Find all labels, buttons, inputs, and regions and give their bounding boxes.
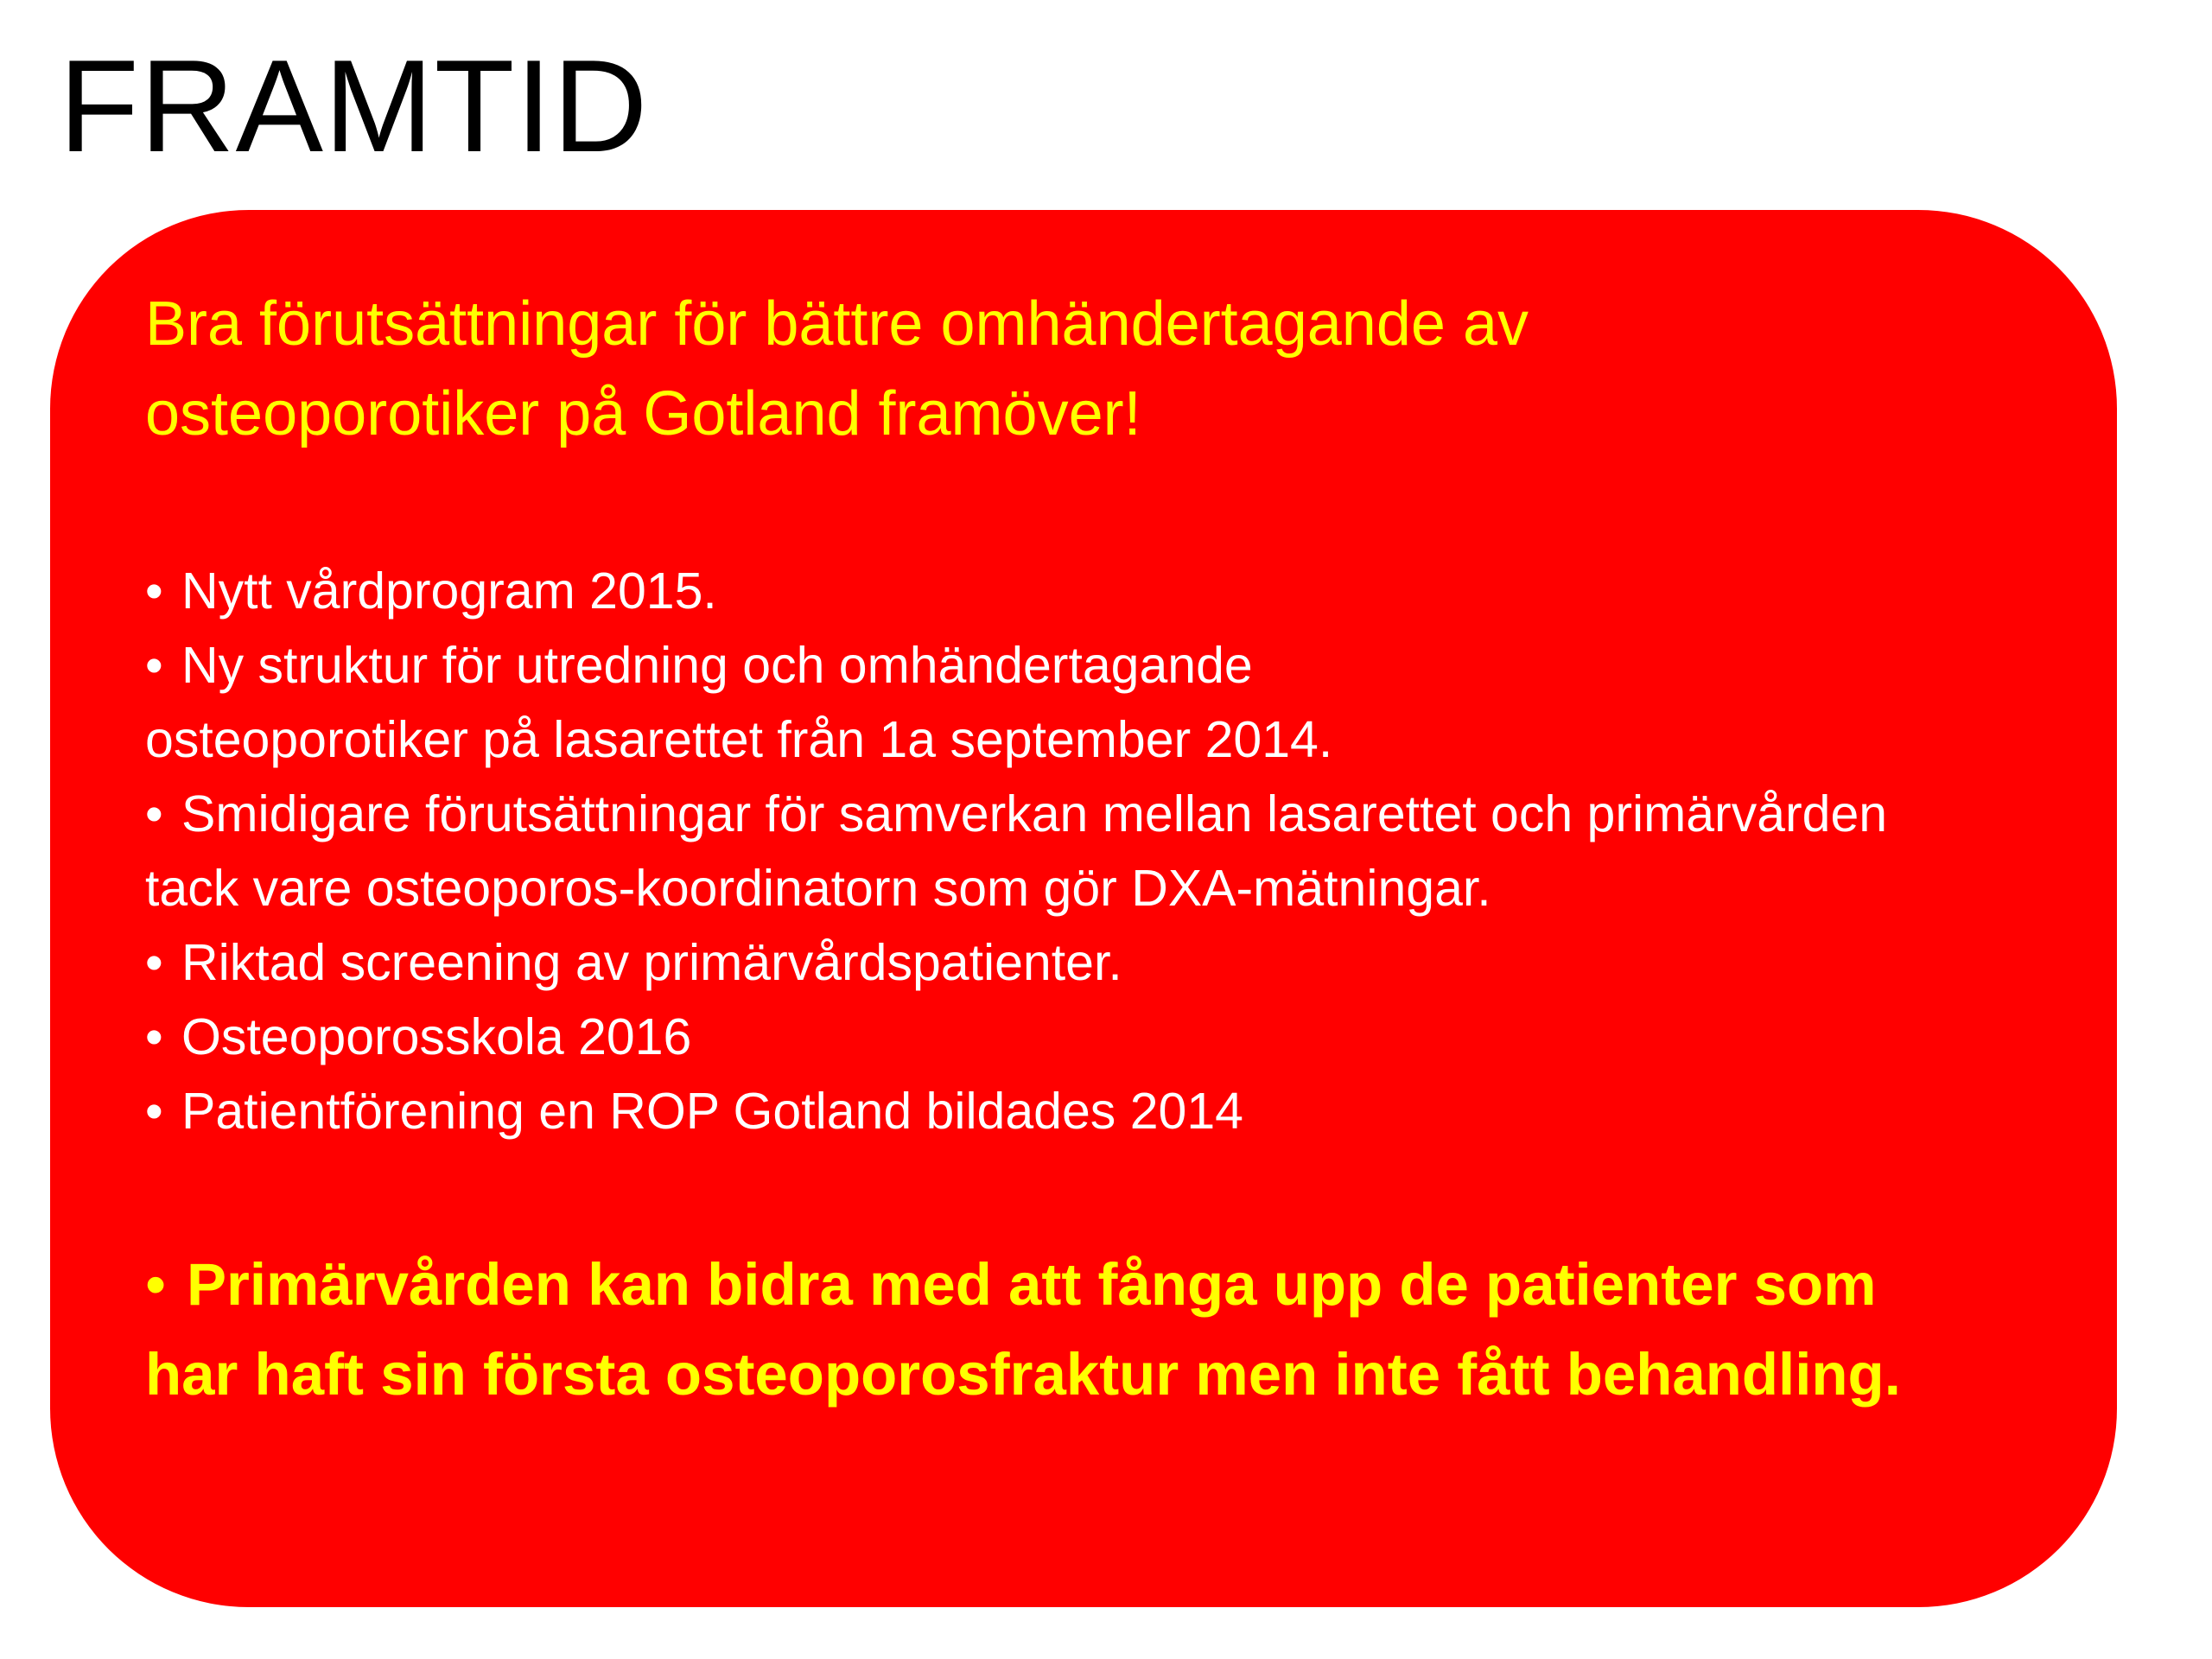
bullet-icon: • [145,934,163,991]
list-item [145,1074,2098,1148]
headline [145,279,2046,459]
list-item-text: Smidigare förutsättningar för samverkan mellan lasarettet och primärvården [181,785,1888,842]
list-item-text: Ny struktur för utredning och omhändertagande [181,637,1253,694]
bullet-icon: • [145,1083,163,1140]
list-item [145,777,2098,925]
list-item [145,554,2098,628]
list-item-continuation: tack vare osteoporos-koordinatorn som gör DXA-mätningar. [145,860,1491,917]
final-statement-line-2: har haft sin första osteoporosfraktur men inte fått behandling. [145,1341,1901,1408]
bullet-icon: • [145,1251,167,1318]
bullet-list [145,554,2098,1148]
list-item [145,1000,2098,1074]
bullet-icon: • [145,785,163,842]
list-item-text: Patientförening en ROP Gotland bildades 2014 [181,1083,1243,1140]
bullet-icon: • [145,1008,163,1065]
final-statement-line-1: Primärvården kan bidra med att fånga upp de patienter som [187,1251,1877,1318]
list-item-text: Nytt vårdprogram 2015. [181,563,717,620]
list-item-text: Riktad screening av primärvårdspatienter. [181,934,1122,991]
list-item [145,628,2098,777]
bullet-icon: • [145,563,163,620]
list-item-text: Osteoporosskola 2016 [181,1008,692,1065]
slide-title: FRAMTID [59,33,649,180]
list-item-continuation: osteoporotiker på lasarettet från 1a september 2014. [145,711,1333,768]
list-item [145,925,2098,1000]
final-statement [145,1240,2098,1420]
content-box [50,210,2117,1607]
headline-line-2: osteoporotiker på Gotland framöver! [145,379,1141,448]
headline-line-1: Bra förutsättningar för bättre omhändertagande av [145,289,1529,359]
bullet-icon: • [145,637,163,694]
